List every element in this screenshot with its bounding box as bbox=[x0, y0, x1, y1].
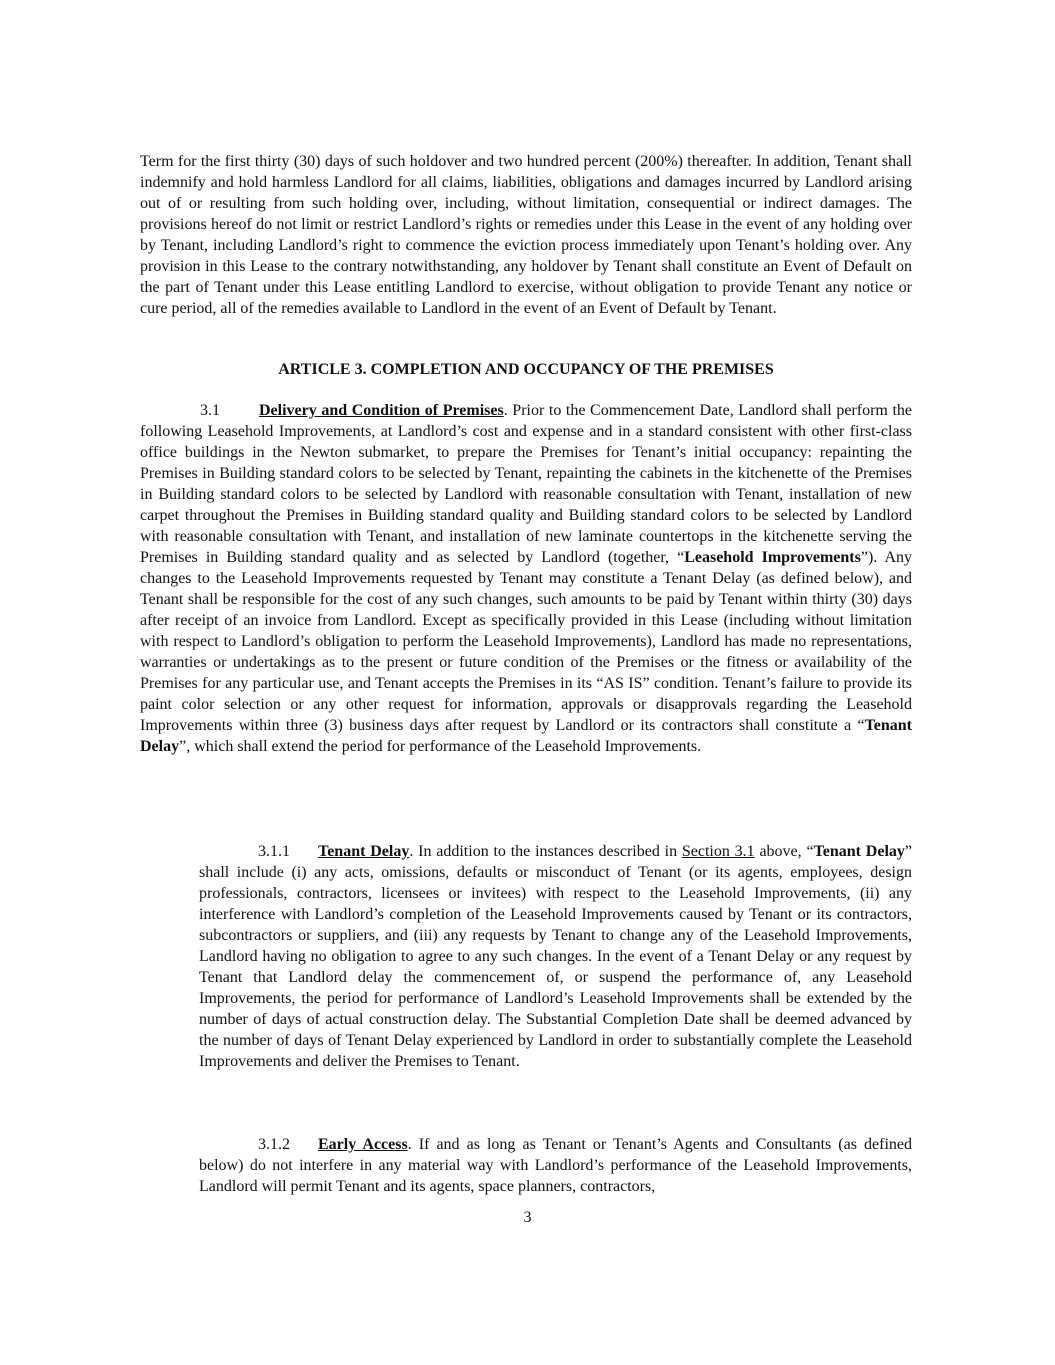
page-number: 3 bbox=[523, 1209, 532, 1226]
section-number: 3.1 bbox=[200, 402, 220, 419]
section-3-1-paragraph bbox=[140, 400, 912, 757]
section-3-1-1-paragraph bbox=[199, 841, 912, 1072]
defined-term: Tenant Delay bbox=[813, 843, 905, 860]
holdover-paragraph bbox=[140, 151, 912, 319]
defined-term: Tenant Delay bbox=[140, 717, 912, 755]
section-text: . Prior to the Commencement Date, Landlord shall perform the following Leasehold Improvements, at Landlord’s cost and expense and in a standard consistent with other first-class office buildings in the Newton submarket, to prepare the Premises for Tenant’s initial occupancy: repainting the Premises in Building standard colors to be selected by Tenant, repainting the cabinets in the kitchenette of the Premises in Building standard colors to be selected by Landlord with reasonable consultation with Tenant, installation of new carpet throughout the Premises in Building standard quality and Building standard colors to be selected by Landlord with reasonable consultation with Tenant, and installation of new laminate countertops in the kitchenette serving the Premises in Building standard quality and as selected by Landlord (together, “ bbox=[140, 402, 913, 566]
section-number: 3.1.2 bbox=[258, 1136, 290, 1153]
section-title: Early Access bbox=[318, 1136, 408, 1153]
section-reference-link[interactable]: Section 3.1 bbox=[681, 843, 755, 860]
section-3-1-2-paragraph bbox=[199, 1134, 912, 1197]
section-text: . If and as long as Tenant or Tenant’s Agents and Consultants (as defined below) do not interfere in any material way with Landlord’s performance of the Leasehold Improvements, Landlord will permit Tenant and its agents, space planners, contractors, bbox=[199, 1136, 912, 1195]
section-title: Tenant Delay bbox=[318, 843, 410, 860]
section-number: 3.1.1 bbox=[258, 843, 290, 860]
section-title: Delivery and Condition of Premises bbox=[259, 402, 504, 419]
section-text: above, “ bbox=[754, 843, 814, 860]
article-heading: ARTICLE 3. COMPLETION AND OCCUPANCY OF THE PREMISES bbox=[278, 361, 774, 378]
section-text: . In addition to the instances described in bbox=[409, 843, 682, 860]
section-text: ”, which shall extend the period for performance of the Leasehold Improvements. bbox=[179, 738, 702, 755]
holdover-text: Term for the first thirty (30) days of such holdover and two hundred percent (200%) thereafter. In addition, Tenant shall indemnify and hold harmless Landlord for all claims, liabilities, obligations and damages incurred by Landlord arising out of or resulting from such holding over, including, without limitation, consequential or indirect damages. The provisions hereof do not limit or restrict Landlord’s rights or remedies under this Lease in the event of any holding over by Tenant, including Landlord’s right to commence the eviction process immediately upon Tenant’s holding over. Any provision in this Lease to the contrary notwithstanding, any holdover by Tenant shall constitute an Event of Default on the part of Tenant under this Lease entitling Landlord to exercise, without obligation to provide Tenant any notice or cure period, all of the remedies available to Landlord in the event of an Event of Default by Tenant. bbox=[140, 153, 912, 317]
section-text: ”). Any changes to the Leasehold Improvements requested by Tenant may constitute a Tenant Delay (as defined below), and Tenant shall be responsible for the cost of any such changes, such amounts to be paid by Tenant within thirty (30) days after receipt of an invoice from Landlord. Except as specifically provided in this Lease (including without limitation with respect to Landlord’s obligation to perform the Leasehold Improvements), Landlord has made no representations, warranties or undertakings as to the present or future condition of the Premises or the fitness or availability of the Premises for any particular use, and Tenant accepts the Premises in its “AS IS” condition. Tenant’s failure to provide its paint color selection or any other request for information, approvals or disapprovals regarding the Leasehold Improvements within three (3) business days after request by Landlord or its contractors shall constitute a “ bbox=[140, 549, 912, 734]
section-text: ” shall include (i) any acts, omissions, defaults or misconduct of Tenant (or its agents, employees, design professionals, contractors, licensees or invitees) with respect to the Leasehold Improvements, (ii) any interference with Landlord’s completion of the Leasehold Improvements caused by Tenant or its contractors, subcontractors or suppliers, and (iii) any requests by Tenant to change any of the Leasehold Improvements, Landlord having no obligation to agree to any such changes. In the event of a Tenant Delay or any request by Tenant that Landlord delay the commencement of, or suspend the performance of, any Leasehold Improvements, the period for performance of Landlord’s Leasehold Improvements shall be extended by the number of days of actual construction delay. The Substantial Completion Date shall be deemed advanced by the number of days of Tenant Delay experienced by Landlord in order to substantially complete the Leasehold Improvements and deliver the Premises to Tenant. bbox=[199, 843, 912, 1070]
defined-term: Leasehold Improvements bbox=[684, 549, 861, 566]
